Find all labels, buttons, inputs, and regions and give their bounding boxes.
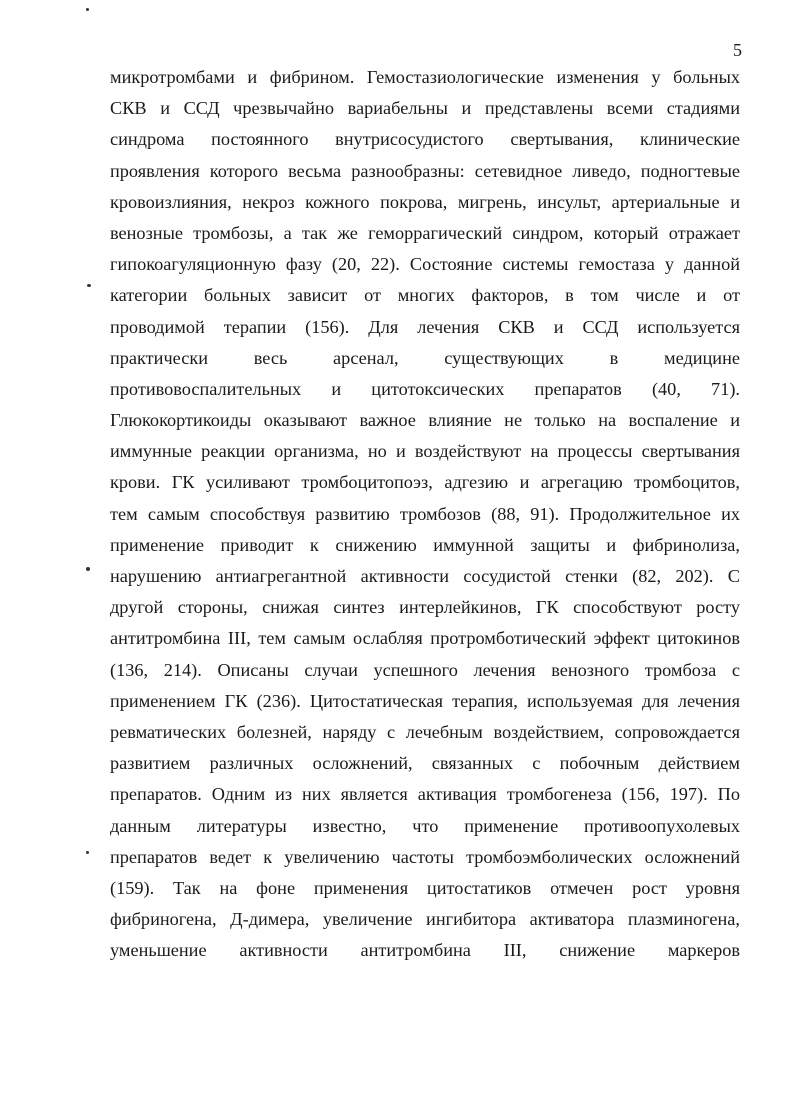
text-line: микротромбами и фибрином. Гемостазиологические изменения у больных [110,67,740,87]
text-line: гипокоагуляционную фазу (20, 22). Состояние системы гемостаза у данной [110,254,740,275]
text-line: тем самым способствуя развитию тромбозов (88, 91). Продолжительное их [110,503,740,524]
scan-speck-left-1 [87,284,91,287]
page-number: 5 [733,40,742,60]
text-line: крови. ГК усиливают тромбоцитопоэз, адгезию и агрегацию тромбоцитов, [110,472,740,493]
text-line: кровоизлияния, некроз кожного покрова, мигрень, инсульт, артериальные и [110,191,740,212]
text-line: препаратов ведет к увеличению частоты тромбоэмболических осложнений [110,846,740,867]
text-line: применение приводит к снижению иммунной защиты и фибринолиза, [110,534,740,555]
text-line: препаратов. Одним из них является активация тромбогенеза (156, 197). По [110,784,740,805]
text-line: уменьшение активности антитромбина III, снижение маркеров [110,940,740,961]
text-line: иммунные реакции организма, но и воздействуют на процессы свертывания [110,441,740,462]
text-line: (136, 214). Описаны случаи успешного лечения венозного тромбоза с [110,659,740,680]
text-line: синдрома постоянного внутрисосудистого свертывания, клинические [110,129,740,150]
text-line: противовоспалительных и цитотоксических препаратов (40, 71). [110,378,740,399]
text-line: развитием различных осложнений, связанных с побочным действием [110,753,740,774]
text-line: другой стороны, снижая синтез интерлейкинов, ГК способствуют росту [110,597,740,618]
text-line: категории больных зависит от многих факторов, в том числе и от [110,285,740,306]
text-line: нарушению антиагрегантной активности сосудистой стенки (82, 202). С [110,566,740,586]
body-text [110,62,740,966]
text-line: применением ГК (236). Цитостатическая терапия, используемая для лечения [110,690,740,711]
text-line: фибриногена, Д-димера, увеличение ингибитора активатора плазминогена, [110,909,740,930]
scan-speck-left-2 [86,567,90,571]
scan-speck-left-3 [86,851,89,854]
text-line: проводимой терапии (156). Для лечения СКВ и ССД используется [110,316,740,337]
text-line: ревматических болезней, наряду с лечебным воздействием, сопровождается [110,721,740,742]
text-line: проявления которого весьма разнообразны: сетевидное ливедо, подногтевые [110,160,740,181]
text-line: венозные тромбозы, а так же геморрагический синдром, который отражает [110,222,740,243]
text-line: антитромбина III, тем самым ослабляя протромботический эффект цитокинов [110,628,740,649]
text-line: (159). Так на фоне применения цитостатиков отмечен рост уровня [110,877,740,898]
scan-speck-top [86,8,89,11]
text-line: данным литературы известно, что применение противоопухолевых [110,815,740,836]
text-line: СКВ и ССД чрезвычайно вариабельны и представлены всеми стадиями [110,98,740,119]
text-line: Глюкокортикоиды оказывают важное влияние не только на воспаление и [110,410,740,431]
text-line: практически весь арсенал, существующих в медицине [110,347,740,368]
